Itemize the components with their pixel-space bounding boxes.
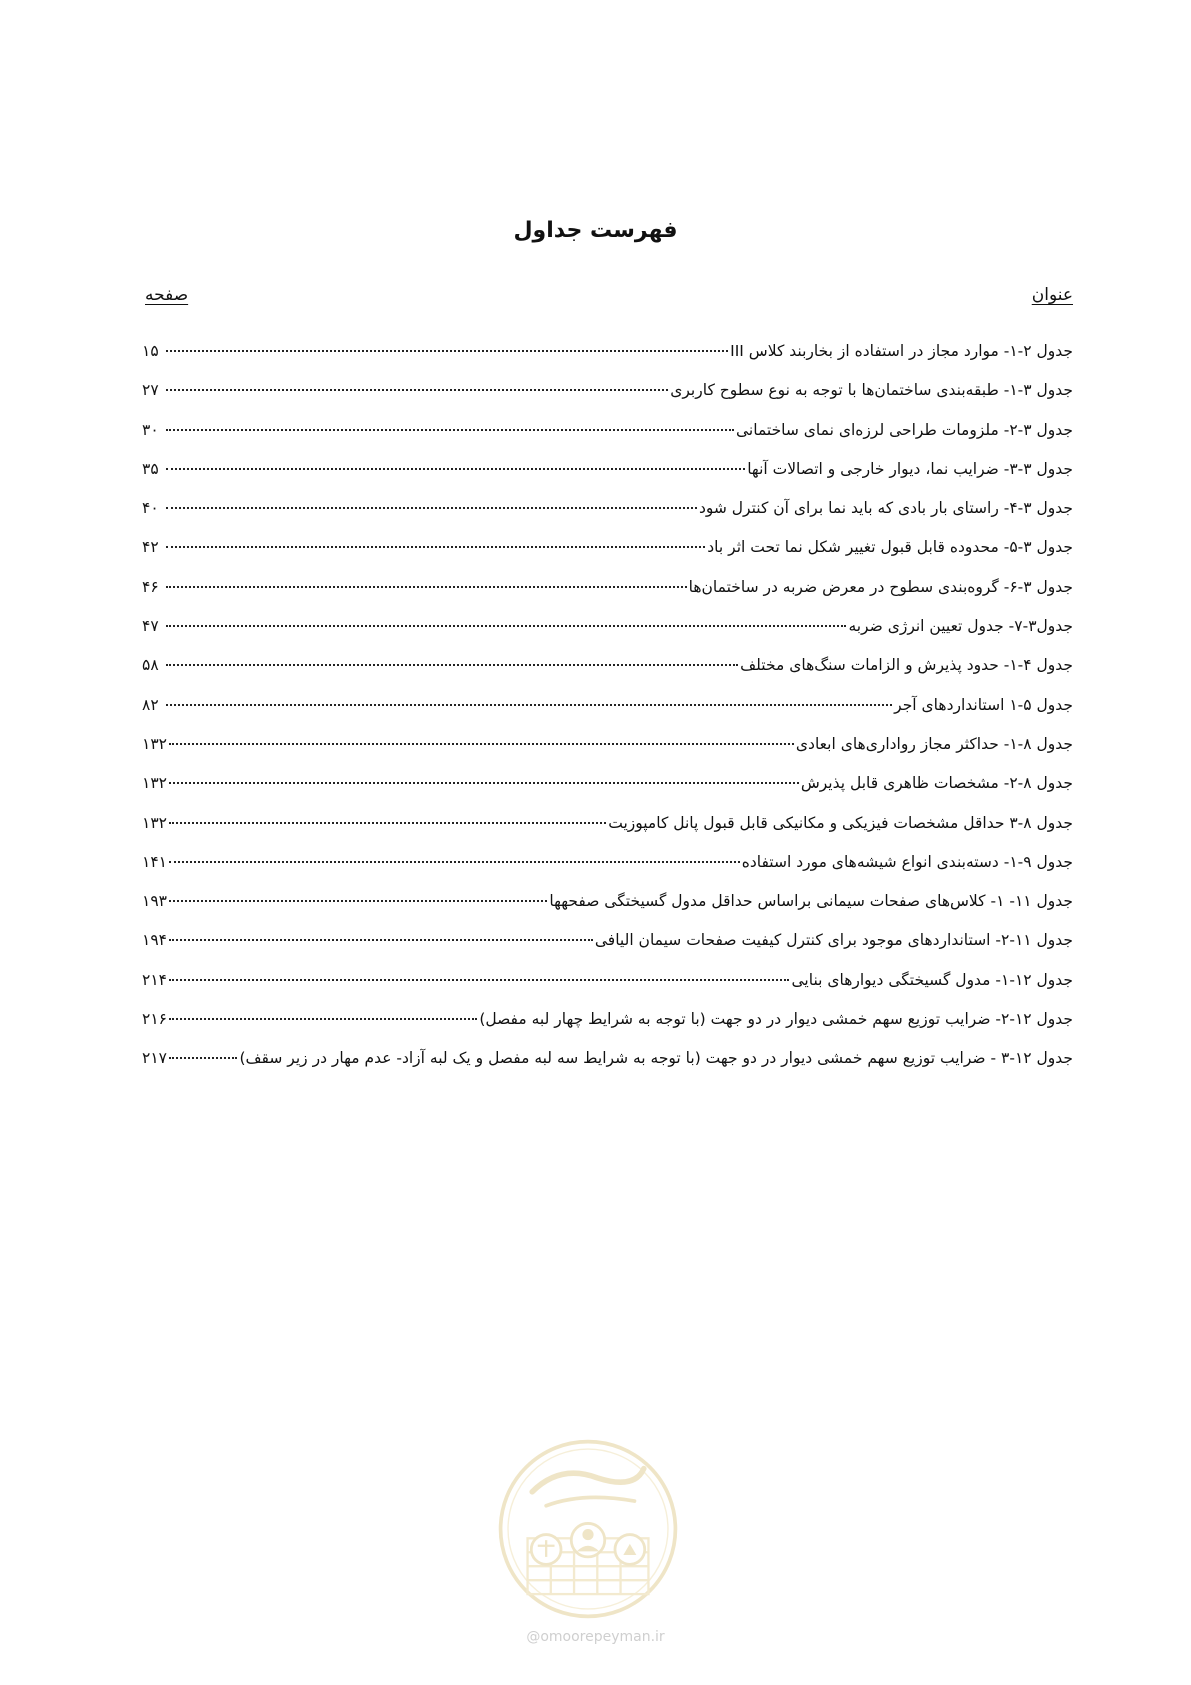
toc-entry-page-number: ۴۶ (142, 577, 159, 596)
title-column-header: عنوان (1031, 285, 1073, 305)
toc-entry[interactable] (142, 971, 1073, 1010)
toc-entry-page-number: ۱۳۲ (142, 734, 167, 753)
toc-entry[interactable] (142, 1049, 1073, 1088)
toc-entry-page-number: ۲۱۴ (142, 970, 167, 989)
toc-entry-title: جدول ۲-۱- موارد مجاز در استفاده از بخاربند کلاس III (730, 342, 1073, 360)
toc-entry-page-number: ۱۵ (142, 342, 159, 360)
toc-entry-title: جدول ۳-۶- گروه‌بندی سطوح در معرض ضربه در ساختمان‌ها (688, 577, 1073, 596)
toc-leader-dots (169, 899, 547, 902)
toc-entry[interactable] (142, 853, 1073, 892)
toc-leader-dots (169, 860, 740, 863)
toc-leader-dots (166, 349, 728, 352)
toc-leader-dots (166, 467, 745, 470)
toc-leader-dots (166, 624, 846, 627)
toc-entry[interactable] (142, 814, 1073, 853)
toc-entry-page-number: ۱۳۲ (142, 774, 167, 793)
toc-entry-title: جدول ۱۲-۲- ضرایب توزیع سهم خمشی دیوار در دو جهت (با توجه به شرایط چهار لبه مفصل) (479, 1010, 1073, 1029)
page-column-header: صفحه (145, 285, 189, 305)
toc-entry[interactable] (142, 774, 1073, 813)
toc-entry-title: جدول ۱۲-۳ - ضرایب توزیع سهم خمشی دیوار در دو جهت (با توجه به شرایط سه لبه مفصل و یک لبه آزاد- عدم مهار در زیر سقف) (239, 1049, 1073, 1068)
toc-leader-dots (169, 1017, 477, 1020)
toc-entry-page-number: ۲۷ (142, 381, 159, 400)
toc-entry-title: جدول ۳-۵- محدوده قابل قبول تغییر شکل نما تحت اثر باد (707, 538, 1073, 557)
toc-leader-dots (166, 663, 738, 666)
toc-entry-page-number: ۱۴۱ (142, 852, 167, 871)
toc-entry-page-number: ۲۱۶ (142, 1010, 167, 1029)
toc-entry[interactable] (142, 656, 1073, 695)
toc-entry-title: جدول ۸-۲- مشخصات ظاهری قابل پذیرش (800, 774, 1073, 793)
toc-entry-page-number: ۱۹۴ (142, 931, 167, 950)
toc-leader-dots (166, 545, 705, 548)
toc-leader-dots (169, 978, 790, 981)
toc-entry[interactable] (142, 342, 1073, 381)
toc-entry-title: جدول ۵-۱ استانداردهای آجر (894, 695, 1073, 714)
watermark-url: @omoorepeyman.ir (526, 1629, 665, 1645)
toc-entry-page-number: ۴۰ (142, 499, 159, 518)
page-title: فهرست جداول (513, 218, 678, 243)
toc-leader-dots (166, 388, 668, 391)
toc-entry-title: جدول ۱۲-۱- مدول گسیختگی دیوارهای بنایی (791, 970, 1073, 989)
toc-entry-title: جدول ۱۱- ۱- کلاس‌های صفحات سیمانی براساس حداقل مدول گسیختگی صفحهها (549, 892, 1073, 911)
toc-leader-dots (169, 781, 799, 784)
toc-entry[interactable] (142, 499, 1073, 538)
toc-entry-page-number: ۵۸ (142, 656, 159, 675)
toc-entry[interactable] (142, 892, 1073, 931)
toc-entry-page-number: ۲۱۷ (142, 1049, 167, 1068)
toc-entry-title: جدول ۱۱-۲- استانداردهای موجود برای کنترل کیفیت صفحات سیمان الیافی (594, 931, 1073, 950)
toc-entry-page-number: ۴۲ (142, 538, 159, 557)
toc-entry-page-number: ۴۷ (142, 617, 159, 636)
toc-entry[interactable] (142, 735, 1073, 774)
toc-entry-page-number: ۳۵ (142, 459, 159, 478)
toc-entry-title: جدول ۳-۳- ضرایب نما، دیوار خارجی و اتصالات آنها (747, 459, 1073, 478)
toc-entry[interactable] (142, 538, 1073, 577)
toc-leader-dots (166, 506, 697, 509)
toc-entry-title: جدول ۴-۱- حدود پذیرش و الزامات سنگ‌های مختلف (740, 656, 1073, 675)
toc-entry[interactable] (142, 381, 1073, 420)
toc-leader-dots (166, 428, 734, 431)
toc-leader-dots (166, 703, 892, 706)
watermark-logo (495, 1436, 681, 1622)
toc-entry-title: جدول ۸-۳ حداقل مشخصات فیزیکی و مکانیکی قابل قبول پانل کامپوزیت (608, 813, 1073, 832)
toc-leader-dots (169, 821, 606, 824)
toc-entry[interactable] (142, 460, 1073, 499)
toc-entry-title: جدول۳-۷- جدول تعیین انرژی ضربه (848, 617, 1073, 636)
toc-leader-dots (169, 1056, 237, 1059)
toc-entry-title: جدول ۹-۱- دسته‌بندی انواع شیشه‌های مورد استفاده (741, 852, 1073, 871)
toc-entry-title: جدول ۸-۱- حداکثر مجاز رواداری‌های ابعادی (795, 734, 1073, 753)
toc-entry-page-number: ۱۳۲ (142, 813, 167, 832)
toc-entry-title: جدول ۳-۱- طبقه‌بندی ساختمان‌ها با توجه به نوع سطوح کاربری (670, 381, 1073, 400)
toc-entry[interactable] (142, 696, 1073, 735)
toc-leader-dots (169, 742, 794, 745)
toc-entry[interactable] (142, 1010, 1073, 1049)
toc-entry[interactable] (142, 578, 1073, 617)
table-of-contents-list (142, 342, 1073, 1089)
toc-entry-page-number: ۸۲ (142, 695, 159, 714)
toc-leader-dots (166, 585, 687, 588)
toc-entry[interactable] (142, 421, 1073, 460)
toc-entry-title: جدول ۳-۲- ملزومات طراحی لرزه‌ای نمای ساختمانی (735, 420, 1073, 439)
toc-entry[interactable] (142, 931, 1073, 970)
toc-entry[interactable] (142, 617, 1073, 656)
toc-entry-title: جدول ۳-۴- راستای بار بادی که باید نما برای آن کنترل شود (698, 499, 1073, 518)
toc-entry-page-number: ۳۰ (142, 420, 159, 439)
toc-leader-dots (169, 938, 593, 941)
toc-entry-page-number: ۱۹۳ (142, 892, 167, 911)
